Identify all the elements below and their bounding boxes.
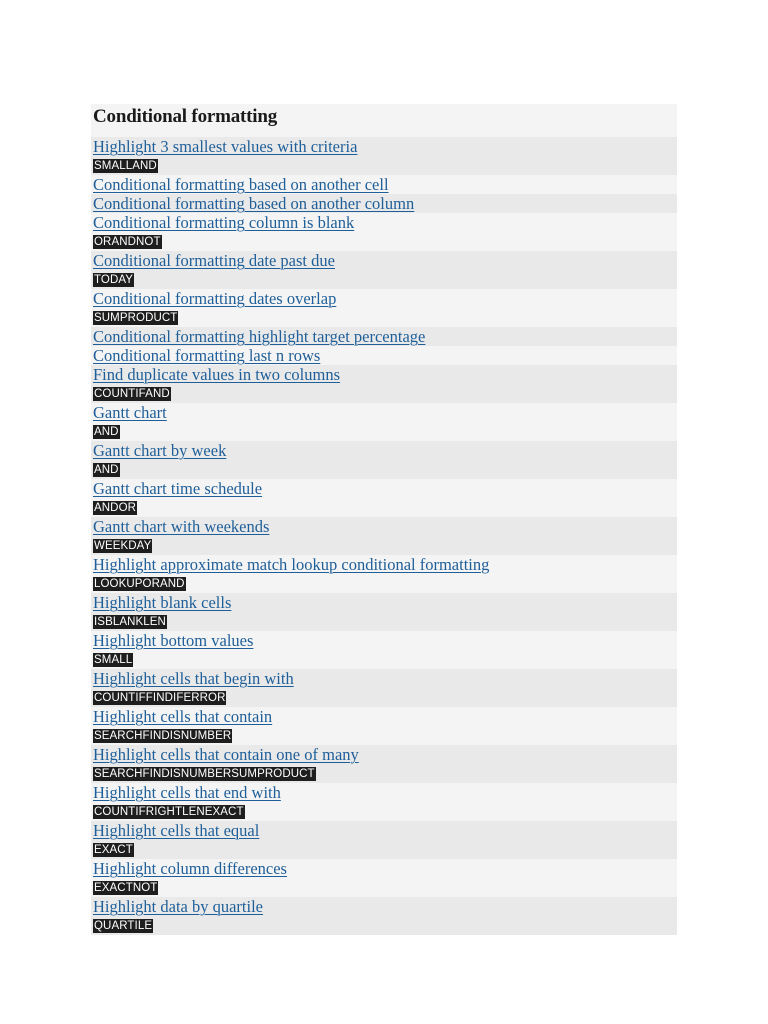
function-tag: COUNTIFAND xyxy=(94,388,170,400)
list-item xyxy=(91,745,677,783)
function-tags xyxy=(93,270,677,289)
list-item xyxy=(91,251,677,289)
list-item xyxy=(91,213,677,251)
item-link[interactable]: Conditional formatting last n rows xyxy=(93,346,321,365)
function-tag: LOOKUPORAND xyxy=(94,578,185,590)
item-link[interactable]: Gantt chart by week xyxy=(93,441,227,460)
list-item xyxy=(91,137,677,175)
function-tags xyxy=(93,802,677,821)
list-item xyxy=(91,479,677,517)
item-link[interactable]: Highlight cells that begin with xyxy=(93,669,294,688)
item-link[interactable]: Highlight 3 smallest values with criteria xyxy=(93,137,358,156)
list-item xyxy=(91,346,677,365)
function-tag: EXACTNOT xyxy=(94,882,158,894)
section-title: Conditional formatting xyxy=(91,104,677,137)
function-tag: WEEKDAY xyxy=(94,540,152,552)
function-tag: AND xyxy=(94,426,119,438)
function-tag: ANDOR xyxy=(94,502,137,514)
list-item xyxy=(91,365,677,403)
function-tags xyxy=(93,878,677,897)
function-tag: SEARCHFINDISNUMBERSUMPRODUCT xyxy=(94,768,315,780)
item-link[interactable]: Highlight cells that equal xyxy=(93,821,260,840)
item-link[interactable]: Conditional formatting date past due xyxy=(93,251,335,270)
function-tags xyxy=(93,688,677,707)
list-item xyxy=(91,783,677,821)
function-tags xyxy=(93,916,677,935)
function-tag: ISBLANKLEN xyxy=(94,616,166,628)
list-item xyxy=(91,194,677,213)
item-link[interactable]: Conditional formatting based on another column xyxy=(93,194,415,213)
function-tag: QUARTILE xyxy=(94,920,153,932)
list-item xyxy=(91,631,677,669)
function-tag: SUMPRODUCT xyxy=(94,312,178,324)
function-tags xyxy=(93,840,677,859)
list-item xyxy=(91,859,677,897)
item-link[interactable]: Highlight bottom values xyxy=(93,631,254,650)
function-tag: COUNTIFRIGHTLENEXACT xyxy=(94,806,244,818)
item-link[interactable]: Gantt chart with weekends xyxy=(93,517,270,536)
list-item xyxy=(91,517,677,555)
item-link[interactable]: Highlight cells that contain xyxy=(93,707,273,726)
item-link[interactable]: Find duplicate values in two columns xyxy=(93,365,341,384)
function-tags xyxy=(93,536,677,555)
item-link[interactable]: Conditional formatting dates overlap xyxy=(93,289,337,308)
function-tag: TODAY xyxy=(94,274,134,286)
list-item xyxy=(91,707,677,745)
function-tag: SMALLAND xyxy=(94,160,157,172)
list-item xyxy=(91,821,677,859)
list-item xyxy=(91,175,677,194)
function-tags xyxy=(93,422,677,441)
function-tags xyxy=(93,498,677,517)
item-link[interactable]: Conditional formatting highlight target percentage xyxy=(93,327,426,346)
item-link[interactable]: Highlight cells that end with xyxy=(93,783,281,802)
function-tags xyxy=(93,650,677,669)
item-link[interactable]: Highlight data by quartile xyxy=(93,897,264,916)
item-link[interactable]: Highlight blank cells xyxy=(93,593,232,612)
list-item xyxy=(91,555,677,593)
item-link[interactable]: Gantt chart time schedule xyxy=(93,479,263,498)
function-tag: COUNTIFFINDIFERROR xyxy=(94,692,226,704)
function-tags xyxy=(93,612,677,631)
item-link[interactable]: Highlight column differences xyxy=(93,859,287,878)
formula-list-panel xyxy=(91,104,677,935)
item-link[interactable]: Gantt chart xyxy=(93,403,167,422)
function-tags xyxy=(93,460,677,479)
function-tags xyxy=(93,308,677,327)
function-tags xyxy=(93,574,677,593)
function-tags xyxy=(93,726,677,745)
list-item xyxy=(91,897,677,935)
list-item xyxy=(91,289,677,327)
function-tag: EXACT xyxy=(94,844,133,856)
list-item xyxy=(91,441,677,479)
function-tag: AND xyxy=(94,464,119,476)
function-tags xyxy=(93,232,677,251)
function-tags xyxy=(93,384,677,403)
item-link[interactable]: Highlight cells that contain one of many xyxy=(93,745,359,764)
list-item xyxy=(91,593,677,631)
item-link[interactable]: Conditional formatting column is blank xyxy=(93,213,355,232)
function-tag: SEARCHFINDISNUMBER xyxy=(94,730,232,742)
list-item xyxy=(91,669,677,707)
function-tags xyxy=(93,764,677,783)
item-link[interactable]: Conditional formatting based on another cell xyxy=(93,175,389,194)
list-item xyxy=(91,403,677,441)
function-tags xyxy=(93,156,677,175)
item-link[interactable]: Highlight approximate match lookup conditional formatting xyxy=(93,555,490,574)
list-item xyxy=(91,327,677,346)
formula-list xyxy=(91,137,677,935)
function-tag: ORANDNOT xyxy=(94,236,161,248)
function-tag: SMALL xyxy=(94,654,133,666)
